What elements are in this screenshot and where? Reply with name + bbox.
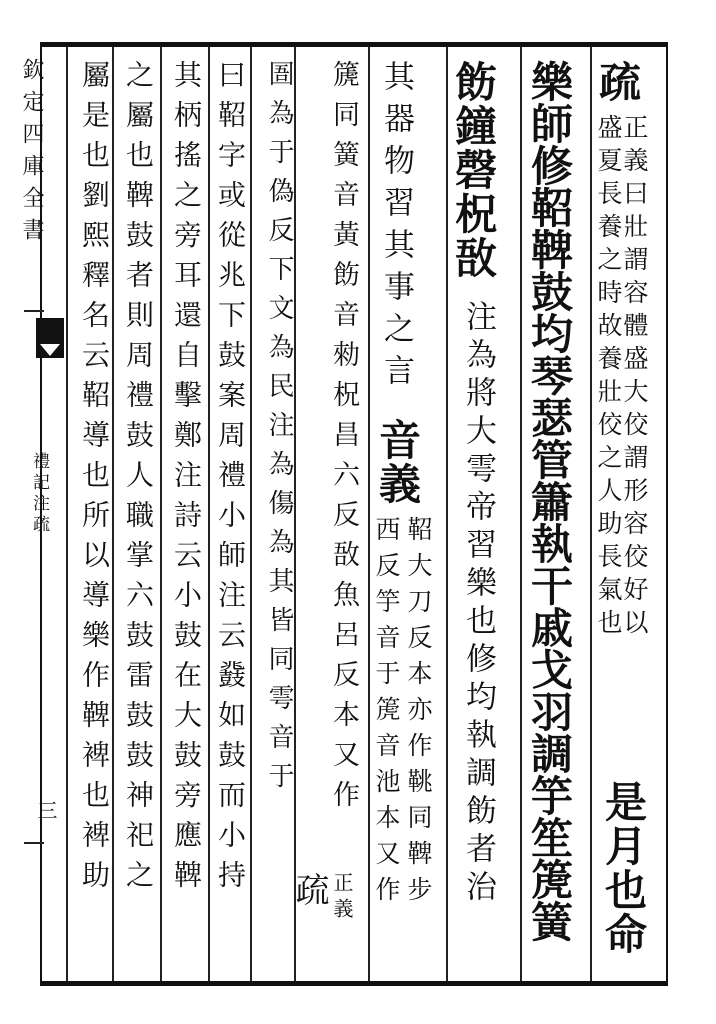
column-rule	[66, 47, 68, 981]
column-9-text: 之屬也鞞鼓者則周禮鼓人職掌六鼓雷鼓鼓神祀之	[122, 60, 155, 900]
column-5-text: 篪同簧音黃飭音勑柷昌六反敔魚呂反本又作	[328, 60, 359, 820]
column-rule	[590, 47, 592, 981]
margin-tick	[24, 310, 44, 312]
column-1-tail: 是月也命	[599, 780, 648, 956]
column-2-text: 樂師修鞀鞞鼓均琴瑟管簫執干戚戈羽調竽笙箎簧	[525, 60, 574, 942]
margin-tick	[24, 842, 44, 844]
column-rule	[160, 47, 162, 981]
margin-header: 欽定四庫全書	[19, 58, 44, 250]
column-6-text: 圄為于偽反下文為民注為傷為其皆同雩音于	[264, 60, 294, 801]
column-1-note-left: 盛夏長養之時故養壯佼之人助長氣也	[594, 114, 623, 642]
column-rule	[520, 47, 522, 981]
column-1-head: 疏	[593, 60, 642, 106]
column-rule	[208, 47, 210, 981]
column-6-tail-small: 正義	[330, 872, 354, 924]
fish-tail-mark-icon	[36, 318, 64, 358]
column-4-note-right: 鞀大刀反本亦作鞉同鞞步	[404, 516, 433, 912]
column-7-text-visible: 曰鞀字或從兆下鼓案周禮小師注云鼗如鼓而小持	[214, 60, 247, 900]
column-3-text-big: 飭鐘磬柷敔	[449, 60, 498, 280]
column-3-text-small: 注為將大雩帝習樂也修均執調飭者治	[460, 300, 496, 908]
margin-page-number: 三	[34, 800, 58, 820]
column-rule	[446, 47, 448, 981]
column-4-text-small: 其器物習其事之言	[378, 60, 414, 396]
column-6-tail-big: 疏	[289, 872, 329, 913]
margin-book-title: 禮記注疏	[29, 452, 49, 536]
column-4-note-left: 西反竽音于箎音池本又作	[372, 516, 401, 912]
column-10-text: 屬是也劉熙釋名云鞀導也所以導樂作鞞裨也裨助	[78, 60, 111, 900]
column-rule	[112, 47, 114, 981]
column-rule	[294, 47, 296, 981]
column-4-text-big: 音義	[373, 418, 422, 506]
column-8-text: 其柄搖之旁耳還自擊鄭注詩云小鼓在大鼓旁應鞞	[170, 60, 203, 900]
column-rule	[250, 47, 252, 981]
column-1-note-right: 正義曰壯謂容體盛大佼謂形容佼好以	[620, 114, 649, 642]
column-rule	[368, 47, 370, 981]
